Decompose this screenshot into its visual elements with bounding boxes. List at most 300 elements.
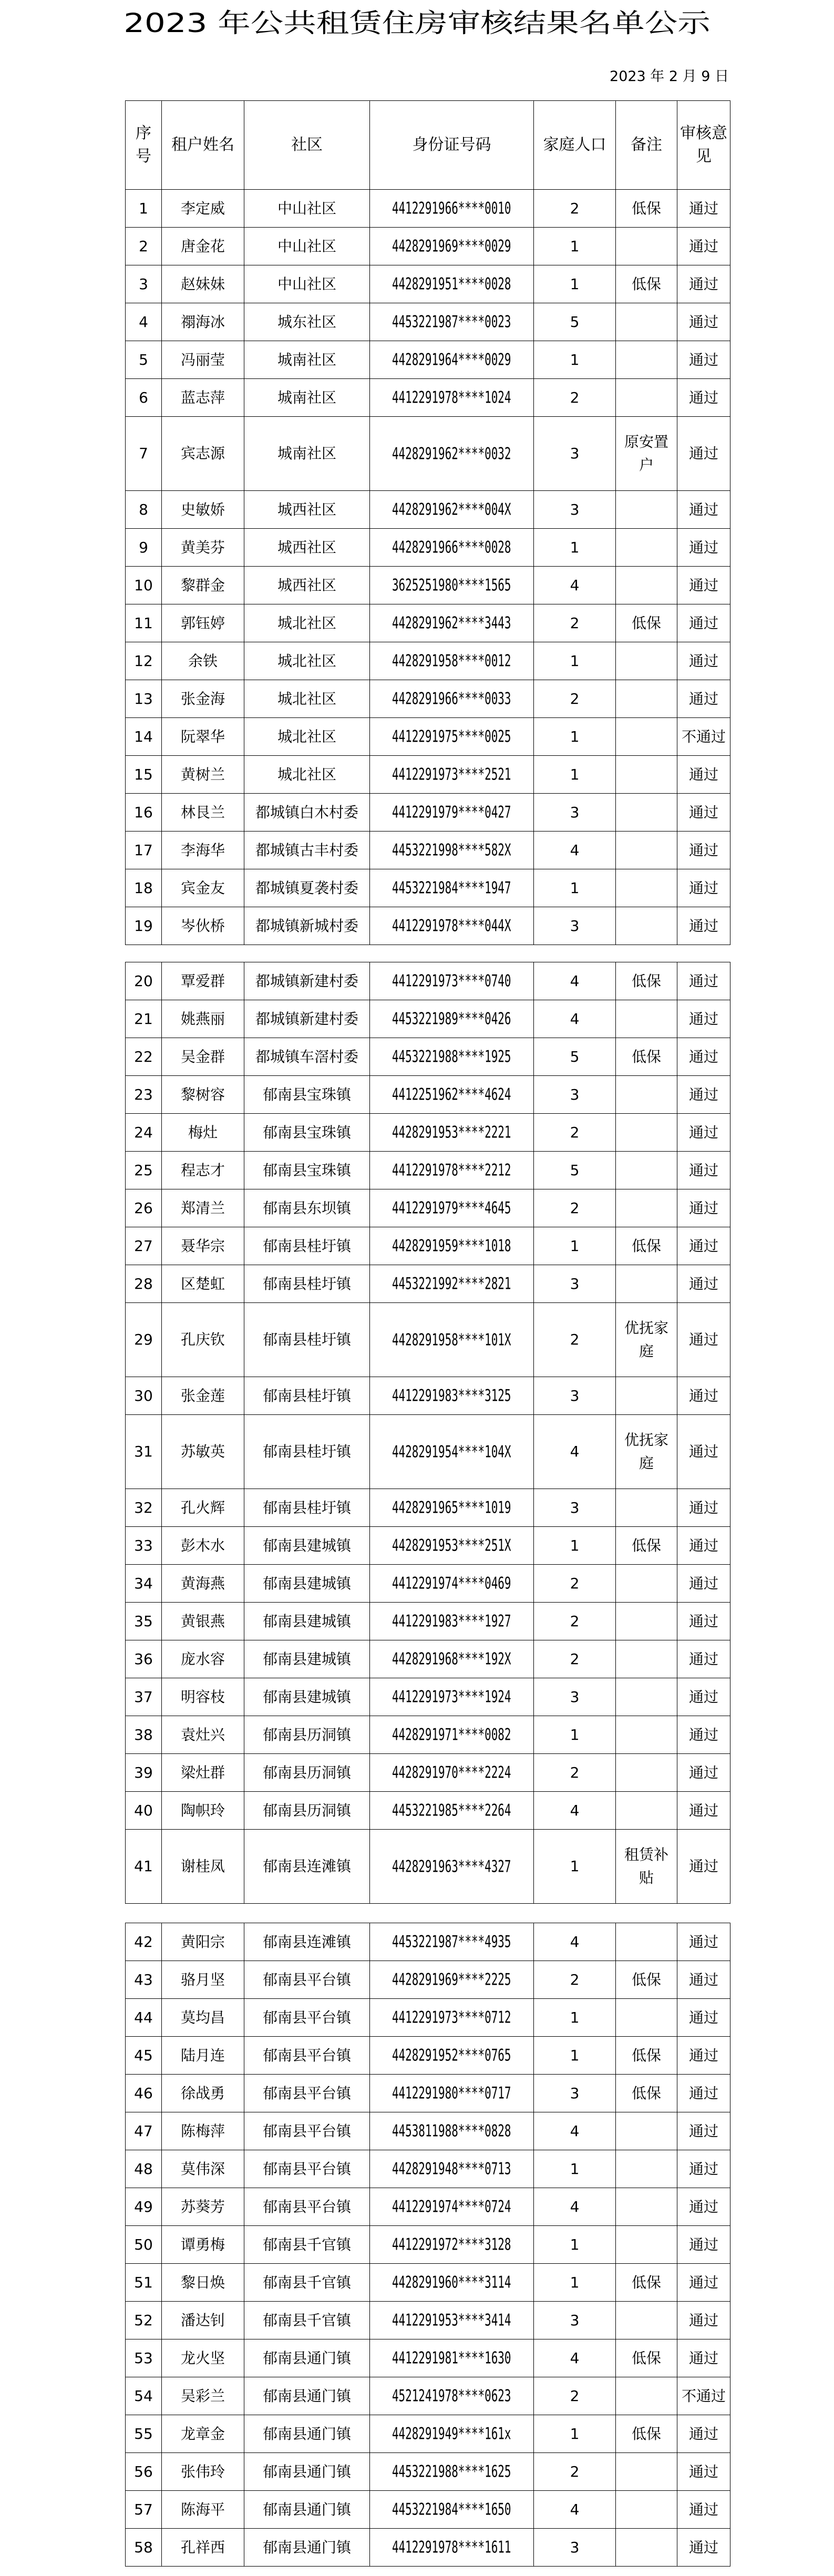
id-number-text: 4453221988****1925 bbox=[392, 1048, 511, 1066]
remark-cell: 低保 bbox=[616, 1527, 677, 1565]
community-cell: 郁南县历洞镇 bbox=[244, 1792, 370, 1830]
household-size-cell: 2 bbox=[534, 680, 616, 718]
remark-cell bbox=[616, 1489, 677, 1527]
review-result-cell: 通过 bbox=[677, 1961, 730, 1999]
review-result-cell: 通过 bbox=[677, 1227, 730, 1265]
id-number-text: 4412291973****2521 bbox=[392, 765, 511, 784]
community-cell: 郁南县千官镇 bbox=[244, 2226, 370, 2264]
remark-cell bbox=[616, 794, 677, 832]
id-number-text: 4453221987****0023 bbox=[392, 313, 511, 332]
household-size-cell: 4 bbox=[534, 567, 616, 604]
id-number-cell bbox=[370, 529, 534, 567]
review-result-cell: 通过 bbox=[677, 1527, 730, 1565]
review-result-cell: 通过 bbox=[677, 1152, 730, 1189]
remark-cell bbox=[616, 1603, 677, 1640]
remark-cell: 低保 bbox=[616, 190, 677, 228]
id-number-text: 4428291971****0082 bbox=[392, 1726, 511, 1744]
name-cell: 姚燕丽 bbox=[162, 1000, 244, 1038]
seq-cell: 22 bbox=[126, 1038, 162, 1076]
id-number-cell bbox=[370, 1923, 534, 1961]
household-size-cell: 3 bbox=[534, 1489, 616, 1527]
id-number-text: 4453811988****0828 bbox=[392, 2122, 511, 2141]
remark-cell bbox=[616, 1377, 677, 1415]
review-result-cell: 通过 bbox=[677, 832, 730, 869]
seq-cell: 25 bbox=[126, 1152, 162, 1189]
household-size-cell: 1 bbox=[534, 718, 616, 756]
id-number-cell bbox=[370, 604, 534, 642]
remark-cell bbox=[616, 1999, 677, 2037]
household-size-cell: 3 bbox=[534, 794, 616, 832]
review-result-cell: 通过 bbox=[677, 2339, 730, 2377]
name-cell: 李海华 bbox=[162, 832, 244, 869]
review-result-cell: 通过 bbox=[677, 1999, 730, 2037]
id-number-text: 4428291963****4327 bbox=[392, 1857, 511, 1876]
id-number-cell bbox=[370, 2415, 534, 2453]
household-size-cell: 3 bbox=[534, 417, 616, 491]
id-number-text: 4412291978****2212 bbox=[392, 1161, 511, 1180]
remark-cell bbox=[616, 1565, 677, 1603]
seq-cell: 52 bbox=[126, 2302, 162, 2339]
household-size-cell: 2 bbox=[534, 2453, 616, 2491]
review-result-cell: 通过 bbox=[677, 680, 730, 718]
id-number-cell bbox=[370, 228, 534, 265]
review-result-cell: 通过 bbox=[677, 1830, 730, 1904]
seq-cell: 56 bbox=[126, 2453, 162, 2491]
remark-cell bbox=[616, 567, 677, 604]
household-size-cell: 1 bbox=[534, 228, 616, 265]
community-cell: 郁南县千官镇 bbox=[244, 2264, 370, 2302]
name-cell: 孔庆钦 bbox=[162, 1303, 244, 1377]
name-cell: 聂华宗 bbox=[162, 1227, 244, 1265]
id-number-text: 4428291951****0028 bbox=[392, 275, 511, 294]
id-number-text: 4412291966****0010 bbox=[392, 199, 511, 218]
results-table-page-1 bbox=[125, 100, 730, 945]
id-number-cell bbox=[370, 1792, 534, 1830]
id-number-text: 4428291952****0765 bbox=[392, 2046, 511, 2065]
table-row bbox=[126, 718, 730, 756]
household-size-cell: 1 bbox=[534, 2150, 616, 2188]
name-cell: 吴彩兰 bbox=[162, 2377, 244, 2415]
community-cell: 郁南县建城镇 bbox=[244, 1527, 370, 1565]
id-number-text: 4412291978****1611 bbox=[392, 2538, 511, 2557]
table-row bbox=[126, 1303, 730, 1377]
remark-cell: 低保 bbox=[616, 1038, 677, 1076]
community-cell: 郁南县桂圩镇 bbox=[244, 1489, 370, 1527]
table-row bbox=[126, 2377, 730, 2415]
household-size-cell: 4 bbox=[534, 1415, 616, 1489]
community-cell: 郁南县通门镇 bbox=[244, 2377, 370, 2415]
review-result-cell: 通过 bbox=[677, 2453, 730, 2491]
review-result-cell: 通过 bbox=[677, 1000, 730, 1038]
remark-cell bbox=[616, 2491, 677, 2529]
table-row bbox=[126, 604, 730, 642]
community-cell: 城南社区 bbox=[244, 379, 370, 417]
table-row bbox=[126, 1265, 730, 1303]
review-result-cell: 不通过 bbox=[677, 718, 730, 756]
household-size-cell: 2 bbox=[534, 2377, 616, 2415]
header-review-result: 审核意见 bbox=[677, 101, 730, 190]
table-row bbox=[126, 303, 730, 341]
household-size-cell: 1 bbox=[534, 2415, 616, 2453]
review-result-cell: 通过 bbox=[677, 642, 730, 680]
review-result-cell: 通过 bbox=[677, 417, 730, 491]
id-number-text: 4412251962****4624 bbox=[392, 1085, 511, 1104]
seq-cell: 32 bbox=[126, 1489, 162, 1527]
remark-cell bbox=[616, 2453, 677, 2491]
community-cell: 郁南县桂圩镇 bbox=[244, 1227, 370, 1265]
name-cell: 郑清兰 bbox=[162, 1189, 244, 1227]
household-size-cell: 1 bbox=[534, 1527, 616, 1565]
review-result-cell: 通过 bbox=[677, 2075, 730, 2112]
review-result-cell: 通过 bbox=[677, 1489, 730, 1527]
table-row bbox=[126, 379, 730, 417]
review-result-cell: 通过 bbox=[677, 1754, 730, 1792]
name-cell: 覃爱群 bbox=[162, 962, 244, 1000]
id-number-text: 4428291949****161x bbox=[392, 2425, 511, 2444]
id-number-cell bbox=[370, 379, 534, 417]
household-size-cell: 2 bbox=[534, 379, 616, 417]
household-size-cell: 1 bbox=[534, 1999, 616, 2037]
table-row bbox=[126, 1830, 730, 1904]
community-cell: 城北社区 bbox=[244, 718, 370, 756]
remark-cell bbox=[616, 303, 677, 341]
seq-cell: 50 bbox=[126, 2226, 162, 2264]
table-row bbox=[126, 2188, 730, 2226]
name-cell: 黄海燕 bbox=[162, 1565, 244, 1603]
id-number-cell bbox=[370, 1565, 534, 1603]
remark-cell bbox=[616, 2150, 677, 2188]
name-cell: 史敏娇 bbox=[162, 491, 244, 529]
review-result-cell: 通过 bbox=[677, 1038, 730, 1076]
community-cell: 郁南县平台镇 bbox=[244, 2037, 370, 2075]
review-result-cell: 通过 bbox=[677, 1189, 730, 1227]
seq-cell: 49 bbox=[126, 2188, 162, 2226]
id-number-text: 4453221984****1947 bbox=[392, 879, 511, 898]
seq-cell: 38 bbox=[126, 1716, 162, 1754]
seq-cell: 36 bbox=[126, 1640, 162, 1678]
community-cell: 都城镇新建村委 bbox=[244, 962, 370, 1000]
id-number-cell bbox=[370, 2075, 534, 2112]
household-size-cell: 3 bbox=[534, 1265, 616, 1303]
name-cell: 宾金友 bbox=[162, 869, 244, 907]
table-row bbox=[126, 2075, 730, 2112]
id-number-cell bbox=[370, 2529, 534, 2567]
id-number-cell bbox=[370, 1754, 534, 1792]
remark-cell bbox=[616, 1640, 677, 1678]
remark-cell bbox=[616, 1678, 677, 1716]
id-number-cell bbox=[370, 2112, 534, 2150]
community-cell: 郁南县建城镇 bbox=[244, 1603, 370, 1640]
review-result-cell: 通过 bbox=[677, 2188, 730, 2226]
remark-cell: 低保 bbox=[616, 265, 677, 303]
review-result-cell: 通过 bbox=[677, 2491, 730, 2529]
community-cell: 中山社区 bbox=[244, 265, 370, 303]
table-row bbox=[126, 1999, 730, 2037]
household-size-cell: 3 bbox=[534, 1678, 616, 1716]
table-row bbox=[126, 567, 730, 604]
name-cell: 宾志源 bbox=[162, 417, 244, 491]
table-row bbox=[126, 2264, 730, 2302]
household-size-cell: 2 bbox=[534, 1754, 616, 1792]
table-row bbox=[126, 1076, 730, 1114]
household-size-cell: 3 bbox=[534, 907, 616, 945]
remark-cell bbox=[616, 2112, 677, 2150]
id-number-text: 4428291954****104X bbox=[392, 1443, 511, 1462]
household-size-cell: 4 bbox=[534, 832, 616, 869]
seq-cell: 24 bbox=[126, 1114, 162, 1152]
seq-cell: 39 bbox=[126, 1754, 162, 1792]
table-row bbox=[126, 1754, 730, 1792]
review-result-cell: 通过 bbox=[677, 2264, 730, 2302]
community-cell: 郁南县平台镇 bbox=[244, 2112, 370, 2150]
review-result-cell: 通过 bbox=[677, 190, 730, 228]
id-number-text: 4412291983****1927 bbox=[392, 1612, 511, 1631]
community-cell: 郁南县连滩镇 bbox=[244, 1830, 370, 1904]
id-number-text: 4428291948****0713 bbox=[392, 2160, 511, 2179]
household-size-cell: 4 bbox=[534, 1792, 616, 1830]
id-number-cell bbox=[370, 962, 534, 1000]
household-size-cell: 2 bbox=[534, 1961, 616, 1999]
community-cell: 城北社区 bbox=[244, 756, 370, 794]
id-number-text: 4453221998****582X bbox=[392, 841, 511, 860]
household-size-cell: 3 bbox=[534, 2302, 616, 2339]
id-number-cell bbox=[370, 491, 534, 529]
name-cell: 莫均昌 bbox=[162, 1999, 244, 2037]
seq-cell: 57 bbox=[126, 2491, 162, 2529]
remark-cell: 低保 bbox=[616, 2037, 677, 2075]
remark-cell: 低保 bbox=[616, 1961, 677, 1999]
name-cell: 黎日焕 bbox=[162, 2264, 244, 2302]
id-number-text: 4428291958****101X bbox=[392, 1331, 511, 1350]
id-number-text: 4428291962****004X bbox=[392, 500, 511, 519]
name-cell: 袁灶兴 bbox=[162, 1716, 244, 1754]
id-number-text: 4428291953****2221 bbox=[392, 1123, 511, 1142]
name-cell: 孔火辉 bbox=[162, 1489, 244, 1527]
review-result-cell: 通过 bbox=[677, 2529, 730, 2567]
remark-cell: 低保 bbox=[616, 604, 677, 642]
community-cell: 郁南县桂圩镇 bbox=[244, 1415, 370, 1489]
table-row bbox=[126, 1189, 730, 1227]
name-cell: 李定威 bbox=[162, 190, 244, 228]
household-size-cell: 1 bbox=[534, 869, 616, 907]
id-number-cell bbox=[370, 642, 534, 680]
community-cell: 郁南县千官镇 bbox=[244, 2302, 370, 2339]
seq-cell: 30 bbox=[126, 1377, 162, 1415]
table-row bbox=[126, 962, 730, 1000]
table-row bbox=[126, 491, 730, 529]
name-cell: 唐金花 bbox=[162, 228, 244, 265]
page-title: 2023 年公共租赁住房审核结果名单公示 bbox=[123, 8, 711, 38]
table-row bbox=[126, 1603, 730, 1640]
name-cell: 蓝志萍 bbox=[162, 379, 244, 417]
seq-cell: 15 bbox=[126, 756, 162, 794]
community-cell: 郁南县历洞镇 bbox=[244, 1716, 370, 1754]
household-size-cell: 2 bbox=[534, 1303, 616, 1377]
seq-cell: 6 bbox=[126, 379, 162, 417]
remark-cell bbox=[616, 228, 677, 265]
remark-cell: 低保 bbox=[616, 962, 677, 1000]
name-cell: 吴金群 bbox=[162, 1038, 244, 1076]
table-row bbox=[126, 794, 730, 832]
community-cell: 城东社区 bbox=[244, 303, 370, 341]
table-row bbox=[126, 228, 730, 265]
seq-cell: 43 bbox=[126, 1961, 162, 1999]
community-cell: 都城镇夏袭村委 bbox=[244, 869, 370, 907]
seq-cell: 27 bbox=[126, 1227, 162, 1265]
id-number-text: 4428291969****2225 bbox=[392, 1971, 511, 1989]
household-size-cell: 2 bbox=[534, 190, 616, 228]
table-row bbox=[126, 1415, 730, 1489]
header-seq: 序号 bbox=[126, 101, 162, 190]
household-size-cell: 1 bbox=[534, 2264, 616, 2302]
id-number-cell bbox=[370, 718, 534, 756]
community-cell: 都城镇车滘村委 bbox=[244, 1038, 370, 1076]
review-result-cell: 通过 bbox=[677, 1716, 730, 1754]
id-number-cell bbox=[370, 1152, 534, 1189]
id-number-cell bbox=[370, 1999, 534, 2037]
name-cell: 余铁 bbox=[162, 642, 244, 680]
review-result-cell: 通过 bbox=[677, 2302, 730, 2339]
remark-cell: 低保 bbox=[616, 2075, 677, 2112]
remark-cell bbox=[616, 1265, 677, 1303]
review-result-cell: 通过 bbox=[677, 1640, 730, 1678]
review-result-cell: 通过 bbox=[677, 379, 730, 417]
name-cell: 龙章金 bbox=[162, 2415, 244, 2453]
id-number-text: 4428291970****2224 bbox=[392, 1763, 511, 1782]
id-number-text: 4412291974****0469 bbox=[392, 1574, 511, 1593]
household-size-cell: 5 bbox=[534, 1152, 616, 1189]
id-number-text: 4412291980****0717 bbox=[392, 2084, 511, 2103]
id-number-cell bbox=[370, 567, 534, 604]
review-result-cell: 通过 bbox=[677, 2226, 730, 2264]
id-number-cell bbox=[370, 1716, 534, 1754]
seq-cell: 7 bbox=[126, 417, 162, 491]
table-row bbox=[126, 2112, 730, 2150]
remark-cell bbox=[616, 642, 677, 680]
remark-cell: 原安置户 bbox=[616, 417, 677, 491]
remark-cell: 优抚家庭 bbox=[616, 1303, 677, 1377]
id-number-cell bbox=[370, 1114, 534, 1152]
review-result-cell: 通过 bbox=[677, 794, 730, 832]
id-number-cell bbox=[370, 1489, 534, 1527]
name-cell: 陆月连 bbox=[162, 2037, 244, 2075]
id-number-cell bbox=[370, 2037, 534, 2075]
household-size-cell: 1 bbox=[534, 2037, 616, 2075]
review-result-cell: 不通过 bbox=[677, 2377, 730, 2415]
community-cell: 郁南县建城镇 bbox=[244, 1640, 370, 1678]
community-cell: 郁南县平台镇 bbox=[244, 1999, 370, 2037]
household-size-cell: 1 bbox=[534, 2226, 616, 2264]
id-number-cell bbox=[370, 1377, 534, 1415]
household-size-cell: 3 bbox=[534, 1377, 616, 1415]
seq-cell: 31 bbox=[126, 1415, 162, 1489]
seq-cell: 8 bbox=[126, 491, 162, 529]
seq-cell: 28 bbox=[126, 1265, 162, 1303]
table-row bbox=[126, 2453, 730, 2491]
remark-cell bbox=[616, 2226, 677, 2264]
remark-cell bbox=[616, 680, 677, 718]
review-result-cell: 通过 bbox=[677, 228, 730, 265]
household-size-cell: 2 bbox=[534, 1640, 616, 1678]
seq-cell: 21 bbox=[126, 1000, 162, 1038]
review-result-cell: 通过 bbox=[677, 2415, 730, 2453]
remark-cell: 低保 bbox=[616, 2264, 677, 2302]
seq-cell: 1 bbox=[126, 190, 162, 228]
id-number-cell bbox=[370, 1000, 534, 1038]
table-row bbox=[126, 1489, 730, 1527]
remark-cell: 优抚家庭 bbox=[616, 1415, 677, 1489]
table-row bbox=[126, 265, 730, 303]
name-cell: 岑伙桥 bbox=[162, 907, 244, 945]
seq-cell: 26 bbox=[126, 1189, 162, 1227]
table-row bbox=[126, 2491, 730, 2529]
id-number-text: 3625251980****1565 bbox=[392, 576, 511, 595]
table-row bbox=[126, 2339, 730, 2377]
remark-cell bbox=[616, 529, 677, 567]
table-row bbox=[126, 680, 730, 718]
id-number-cell bbox=[370, 1603, 534, 1640]
id-number-cell bbox=[370, 2188, 534, 2226]
id-number-text: 4412291973****0740 bbox=[392, 972, 511, 991]
table-row bbox=[126, 1923, 730, 1961]
name-cell: 彭木水 bbox=[162, 1527, 244, 1565]
id-number-cell bbox=[370, 2453, 534, 2491]
review-result-cell: 通过 bbox=[677, 1565, 730, 1603]
review-result-cell: 通过 bbox=[677, 1265, 730, 1303]
id-number-text: 4412291978****044X bbox=[392, 917, 511, 936]
household-size-cell: 3 bbox=[534, 2075, 616, 2112]
table-row bbox=[126, 1377, 730, 1415]
id-number-text: 4428291964****0029 bbox=[392, 351, 511, 370]
review-result-cell: 通过 bbox=[677, 1678, 730, 1716]
household-size-cell: 5 bbox=[534, 303, 616, 341]
table-row bbox=[126, 1227, 730, 1265]
seq-cell: 9 bbox=[126, 529, 162, 567]
header-remark: 备注 bbox=[616, 101, 677, 190]
seq-cell: 40 bbox=[126, 1792, 162, 1830]
seq-cell: 33 bbox=[126, 1527, 162, 1565]
community-cell: 城北社区 bbox=[244, 642, 370, 680]
community-cell: 郁南县通门镇 bbox=[244, 2491, 370, 2529]
community-cell: 都城镇古丰村委 bbox=[244, 832, 370, 869]
remark-cell bbox=[616, 1152, 677, 1189]
community-cell: 郁南县通门镇 bbox=[244, 2339, 370, 2377]
id-number-cell bbox=[370, 2150, 534, 2188]
household-size-cell: 4 bbox=[534, 1923, 616, 1961]
remark-cell bbox=[616, 907, 677, 945]
table-row bbox=[126, 190, 730, 228]
seq-cell: 18 bbox=[126, 869, 162, 907]
remark-cell bbox=[616, 1716, 677, 1754]
household-size-cell: 1 bbox=[534, 265, 616, 303]
review-result-cell: 通过 bbox=[677, 529, 730, 567]
table-row bbox=[126, 529, 730, 567]
id-number-text: 4428291968****192X bbox=[392, 1650, 511, 1669]
id-number-cell bbox=[370, 680, 534, 718]
table-row bbox=[126, 2302, 730, 2339]
name-cell: 苏敏英 bbox=[162, 1415, 244, 1489]
seq-cell: 47 bbox=[126, 2112, 162, 2150]
id-number-text: 4412291975****0025 bbox=[392, 727, 511, 746]
id-number-text: 4428291962****0032 bbox=[392, 445, 511, 464]
seq-cell: 19 bbox=[126, 907, 162, 945]
name-cell: 程志才 bbox=[162, 1152, 244, 1189]
header-tenant-name: 租户姓名 bbox=[162, 101, 244, 190]
remark-cell: 低保 bbox=[616, 2415, 677, 2453]
id-number-cell bbox=[370, 1678, 534, 1716]
id-number-cell bbox=[370, 2339, 534, 2377]
household-size-cell: 1 bbox=[534, 642, 616, 680]
